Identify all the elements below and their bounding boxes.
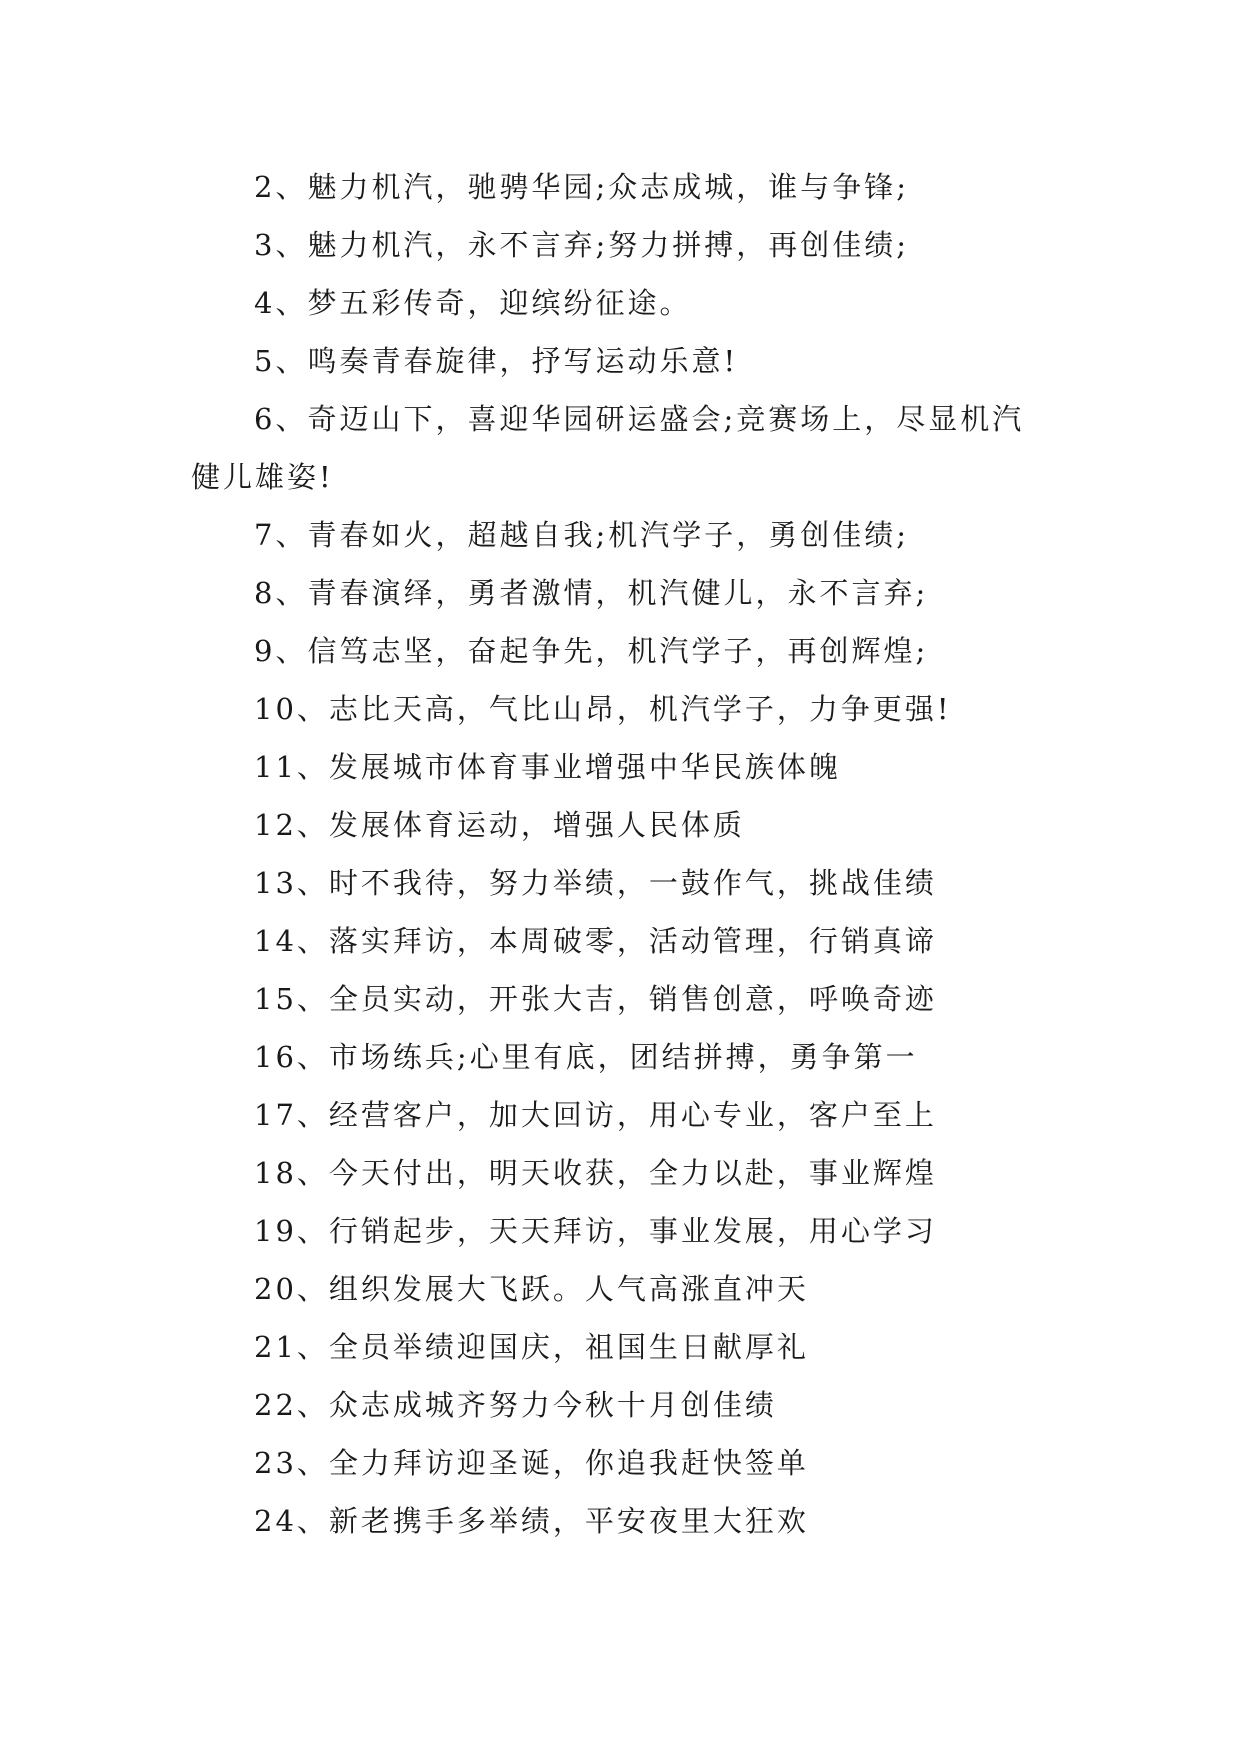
slogan-item — [191, 622, 1071, 680]
slogan-item — [191, 1202, 1071, 1260]
slogan-line: 18、今天付出，明天收获，全力以赴，事业辉煌 — [254, 1156, 937, 1190]
slogan-item — [191, 564, 1071, 622]
slogan-line: 15、全员实动，开张大吉，销售创意，呼唤奇迹 — [254, 982, 937, 1016]
slogan-line: 7、青春如火，超越自我;机汽学子，勇创佳绩; — [254, 518, 909, 552]
slogan-item — [191, 854, 1071, 912]
slogan-line: 14、落实拜访，本周破零，活动管理，行销真谛 — [254, 924, 937, 958]
slogan-item — [191, 158, 1071, 216]
slogan-line: 24、新老携手多举绩，平安夜里大狂欢 — [254, 1504, 809, 1538]
slogan-line: 12、发展体育运动，增强人民体质 — [254, 808, 745, 842]
slogan-item — [191, 1434, 1071, 1492]
slogan-list — [191, 158, 1071, 1550]
slogan-item — [191, 390, 1071, 506]
slogan-line: 23、全力拜访迎圣诞，你追我赶快签单 — [254, 1446, 809, 1480]
slogan-line: 21、全员举绩迎国庆，祖国生日献厚礼 — [254, 1330, 809, 1364]
slogan-line: 4、梦五彩传奇，迎缤纷征途。 — [254, 286, 692, 320]
slogan-item — [191, 738, 1071, 796]
slogan-line: 2、魅力机汽，驰骋华园;众志成城，谁与争锋; — [254, 170, 909, 204]
slogan-item — [191, 1492, 1071, 1550]
slogan-line: 19、行销起步，天天拜访，事业发展，用心学习 — [254, 1214, 937, 1248]
slogan-item — [191, 796, 1071, 854]
slogan-item — [191, 332, 1071, 390]
slogan-item — [191, 970, 1071, 1028]
slogan-line: 3、魅力机汽，永不言弃;努力拼搏，再创佳绩; — [254, 228, 909, 262]
slogan-item — [191, 1086, 1071, 1144]
slogan-line: 6、奇迈山下，喜迎华园研运盛会;竞赛场上，尽显机汽 — [254, 402, 1025, 436]
slogan-line: 5、鸣奏青春旋律，抒写运动乐意! — [254, 344, 739, 378]
slogan-line: 8、青春演绎，勇者激情，机汽健儿，永不言弃; — [254, 576, 929, 610]
slogan-item — [191, 1144, 1071, 1202]
slogan-item — [191, 1028, 1071, 1086]
slogan-continuation-line: 健儿雄姿! — [191, 460, 334, 494]
slogan-item — [191, 1260, 1071, 1318]
slogan-item — [191, 912, 1071, 970]
slogan-line: 11、发展城市体育事业增强中华民族体魄 — [254, 750, 841, 784]
slogan-item — [191, 274, 1071, 332]
slogan-item — [191, 1376, 1071, 1434]
slogan-line: 20、组织发展大飞跃。人气高涨直冲天 — [254, 1272, 809, 1306]
slogan-line: 10、志比天高，气比山昂，机汽学子，力争更强! — [254, 692, 952, 726]
slogan-item — [191, 506, 1071, 564]
slogan-line: 16、市场练兵;心里有底，团结拼搏，勇争第一 — [254, 1040, 918, 1074]
slogan-item — [191, 1318, 1071, 1376]
slogan-line: 9、信笃志坚，奋起争先，机汽学子，再创辉煌; — [254, 634, 929, 668]
slogan-item — [191, 216, 1071, 274]
slogan-line: 17、经营客户，加大回访，用心专业，客户至上 — [254, 1098, 937, 1132]
slogan-line: 13、时不我待，努力举绩，一鼓作气，挑战佳绩 — [254, 866, 937, 900]
slogan-line: 22、众志成城齐努力今秋十月创佳绩 — [254, 1388, 777, 1422]
slogan-item — [191, 680, 1071, 738]
